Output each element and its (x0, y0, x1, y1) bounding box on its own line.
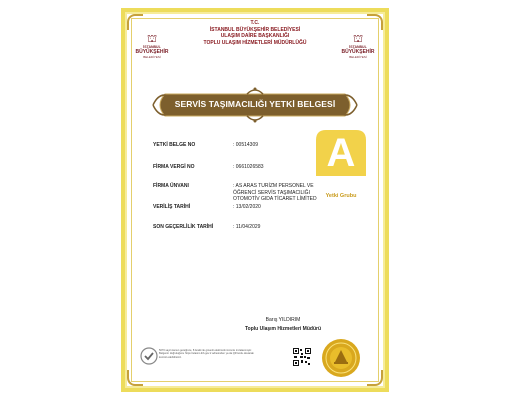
logo-main-text: BÜYÜKŞEHİR (135, 49, 169, 55)
header-line: İSTANBUL BÜYÜKŞEHİR BELEDİYESİ (209, 26, 301, 33)
permit-group-letter: A (326, 131, 356, 175)
field-value: : 11/04/2029 (233, 224, 261, 230)
field-value: : 00514309 (233, 142, 259, 148)
field-label: FİRMA ÜNVANI (153, 183, 189, 189)
ibb-logo-right (341, 34, 375, 59)
field-label: SON GEÇERLİLİK TARİHİ (153, 224, 214, 230)
logo-bottom-text: BELEDİYESİ (349, 55, 367, 59)
signer-role: Toplu Ulaşım Hizmetleri Müdürü (244, 326, 322, 332)
header-line: T.C. (250, 20, 260, 26)
corner-ornament (127, 370, 143, 386)
document-title: SERVİS TAŞIMACILIĞI YETKİ BELGESİ (174, 99, 336, 109)
field-label: YETKİ BELGE NO (153, 142, 196, 148)
field-label: VERİLİŞ TARİHİ (153, 204, 191, 210)
mosque-icon: ⛫ (352, 33, 364, 45)
logo-top-text: İSTANBUL (143, 45, 161, 49)
signer-name: Barış YILDIRIM (265, 317, 301, 323)
header-line: TOPLU ULAŞIM HİZMETLERİ MÜDÜRLÜĞÜ (203, 39, 307, 46)
field-value: : 0661026583 (233, 164, 264, 170)
verified-check-icon (140, 347, 158, 370)
field-value: : 13/02/2020 (233, 204, 261, 210)
qr-code-icon[interactable] (293, 348, 311, 366)
logo-bottom-text: BELEDİYESİ (143, 55, 161, 59)
e-signature-notice: 5070 sayılı kanun gereğince, 8 Aralık ile güvenli elektronik imza ile imzalanmıştır. Belgenin doğruluğunu https://ulasim.ibb.gov.tr adresinden ya da QR kodu okutarak kontrol edebilirsiniz. (159, 349, 254, 359)
corner-ornament (367, 370, 383, 386)
mosque-icon: ⛫ (146, 33, 158, 45)
title-banner (151, 86, 359, 124)
field-label: FİRMA VERGİ NO (153, 164, 195, 170)
gold-seal-icon (321, 338, 361, 378)
logo-main-text: BÜYÜKŞEHİR (341, 49, 375, 55)
signature-block (233, 317, 333, 332)
header-line: ULAŞIM DAİRE BAŞKANLIĞI (220, 33, 290, 39)
logo-top-text: İSTANBUL (349, 45, 367, 49)
permit-group-badge (316, 130, 366, 176)
ibb-logo-left (135, 34, 169, 59)
authorization-certificate (121, 8, 389, 392)
field-value: : AS ARAS TURİZM PERSONEL VE ÖĞRENCİ SERVİS TAŞIMACILIĞI OTOMOTİV GIDA TİCARET LİMİTED (233, 183, 317, 202)
permit-group-label: Yetki Grubu (325, 193, 357, 199)
